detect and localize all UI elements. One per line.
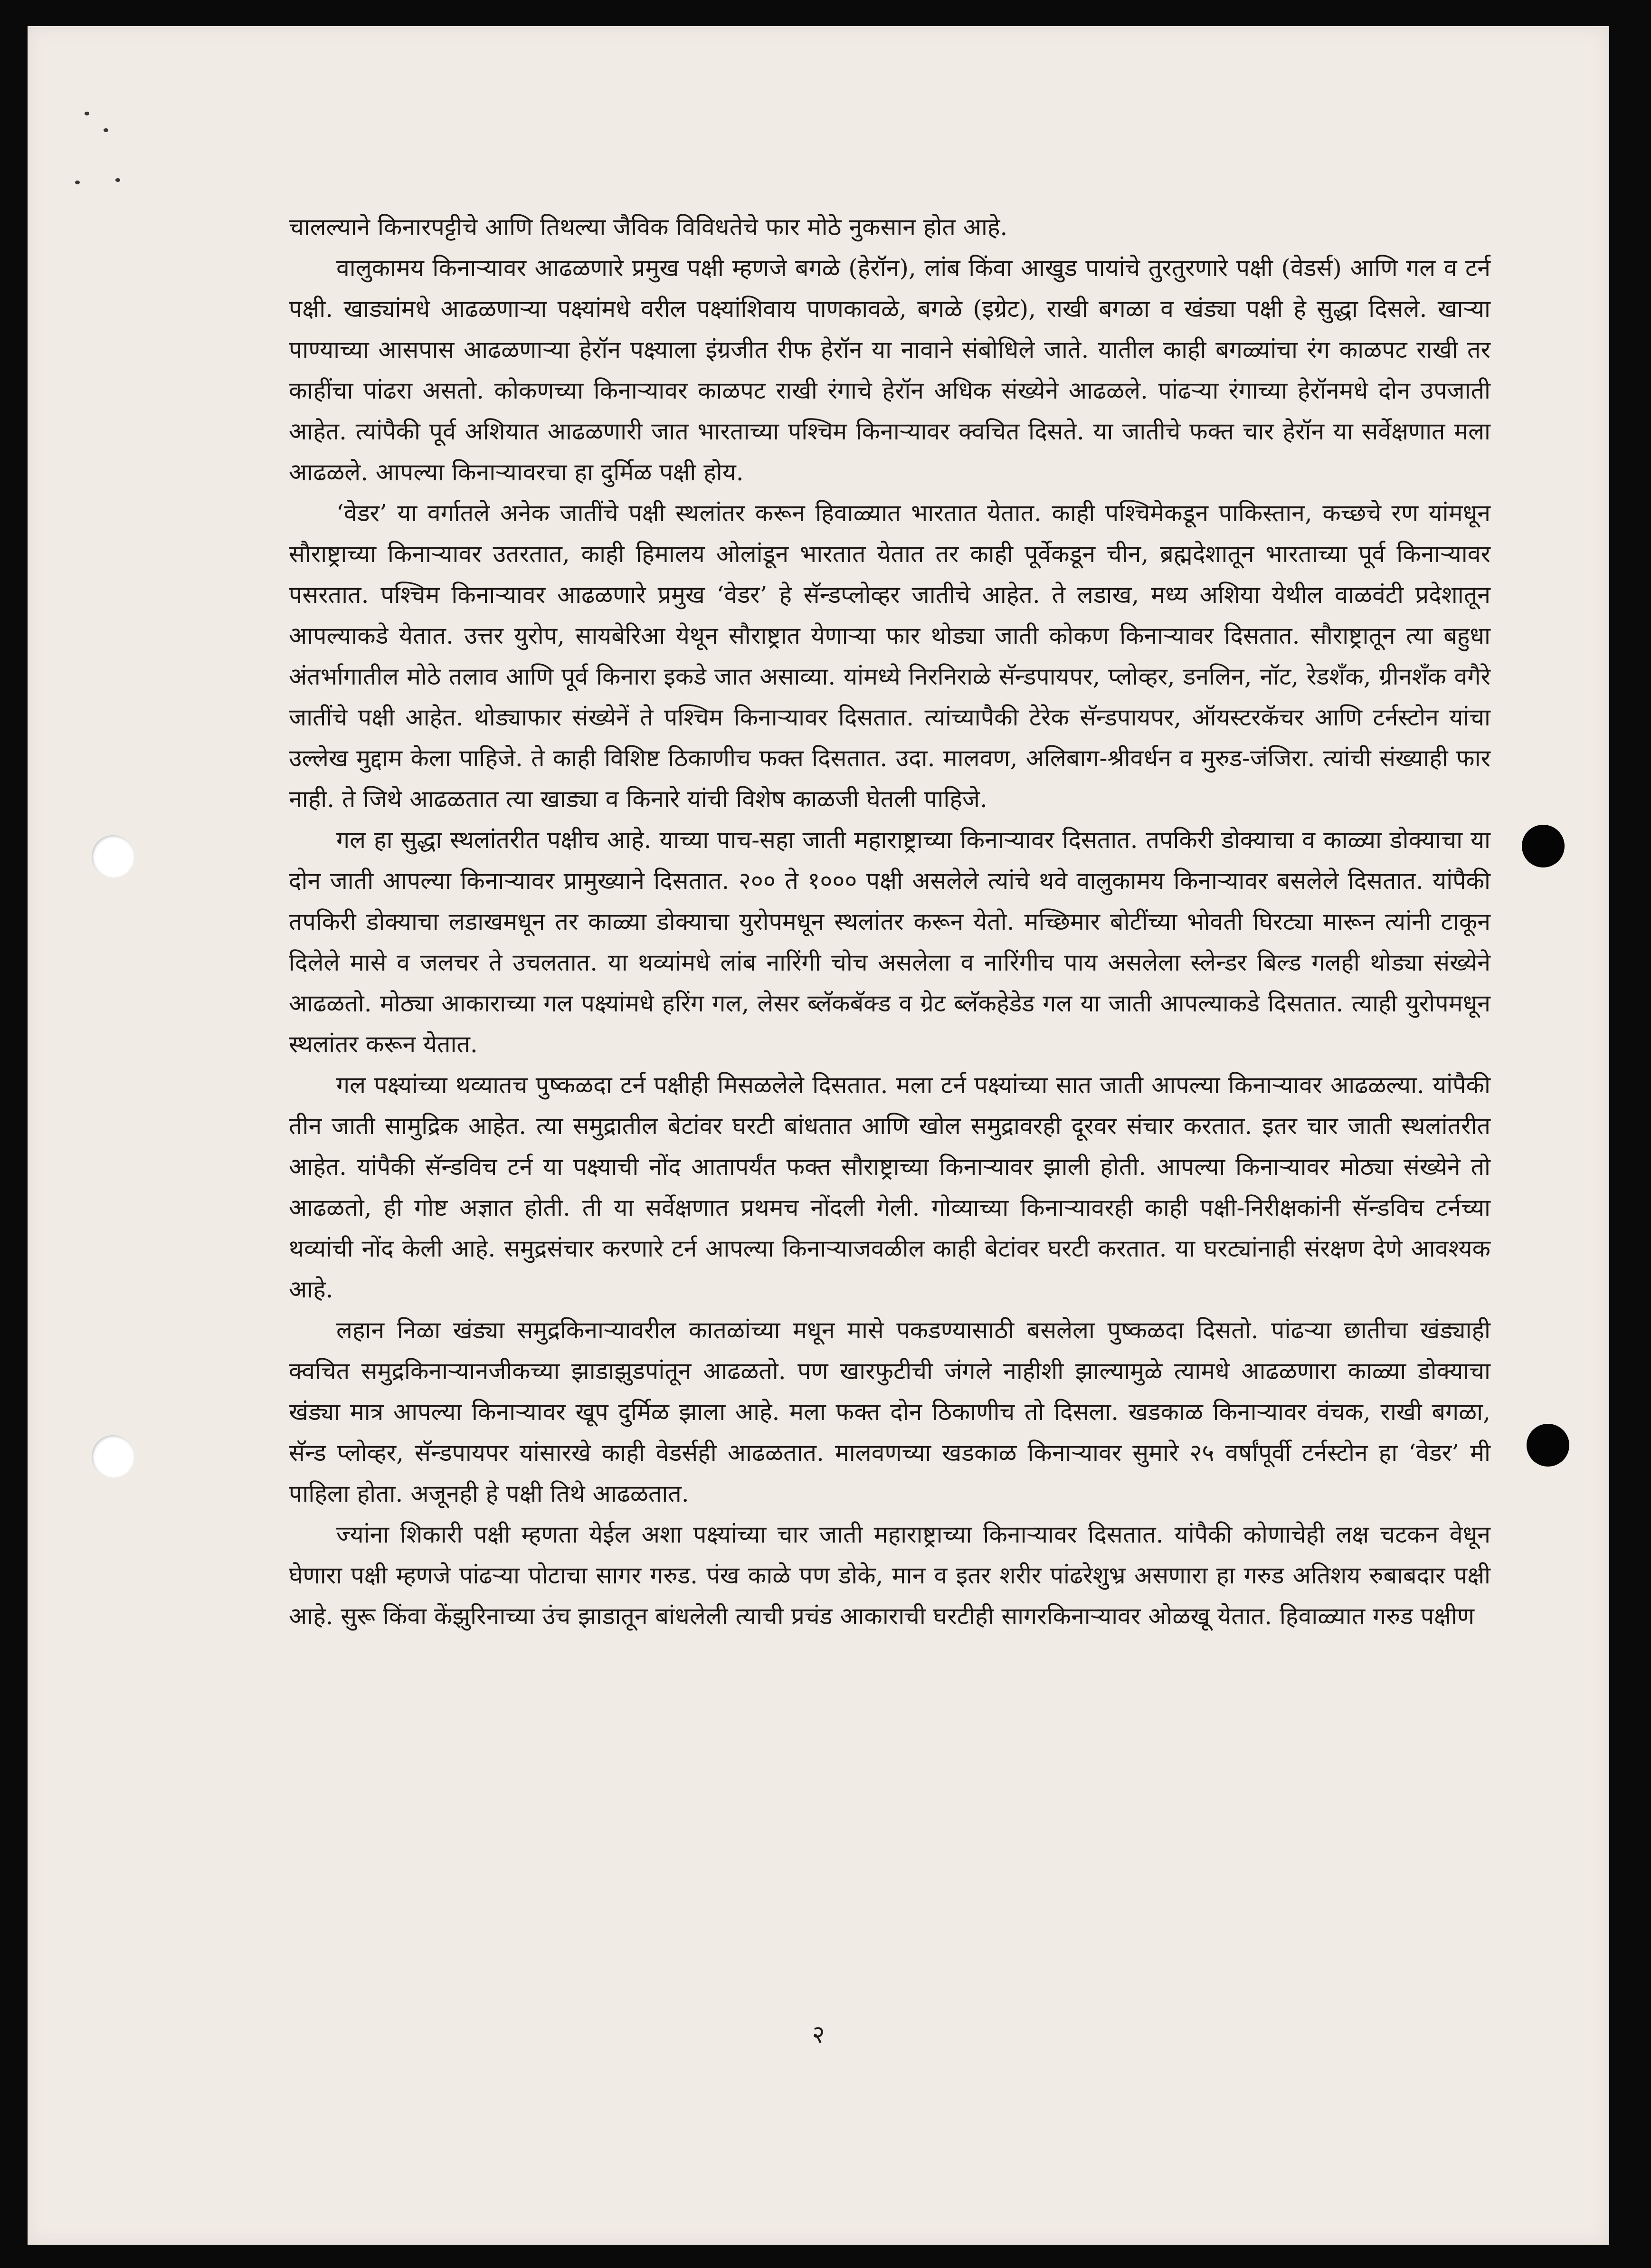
paragraph: ज्यांना शिकारी पक्षी म्हणता येईल अशा पक्ष्यांच्या चार जाती महाराष्ट्राच्या किनाऱ्यावर दिसतात. यांपैकी कोणाचेही लक्ष चटकन वेधून घेणारा पक्षी म्हणजे पांढऱ्या पोटाचा सागर गरुड. पंख काळे पण डोके, मान व इतर शरीर पांढरेशुभ्र असणारा हा गरुड अतिशय रुबाबदार पक्षी आहे. सुरू किंवा केंझुरिनाच्या उंच झाडातून बांधलेली त्याची प्रचंड आकाराची घरटीही सागरकिनाऱ्यावर ओळखू येतात. हिवाळ्यात गरुड पक्षीण [289, 1521, 1490, 1630]
punch-hole [1522, 825, 1565, 867]
paragraph: लहान निळा खंड्या समुद्रकिनाऱ्यावरील कातळांच्या मधून मासे पकडण्यासाठी बसलेला पुष्कळदा दिसतो. पांढऱ्या छातीचा खंड्याही क्वचित समुद्रकिनाऱ्यानजीकच्या झाडाझुडपांतून आढळतो. पण खारफुटीची जंगले नाहीशी झाल्यामुळे त्यामधे आढळणारा काळ्या डोक्याचा खंड्या मात्र आपल्या किनाऱ्यावर खूप दुर्मिळ झाला आहे. मला फक्त दोन ठिकाणीच तो दिसला. खडकाळ किनाऱ्यावर वंचक, राखी बगळा, सॅन्ड प्लोव्हर, सॅन्डपायपर यांसारखे काही वेडर्सही आढळतात. मालवणच्या खडकाळ किनाऱ्यावर सुमारे २५ वर्षांपूर्वी टर्नस्टोन हा ‘वेडर’ मी पाहिला होता. अजूनही हे पक्षी तिथे आढळतात. [289, 1316, 1490, 1507]
paper-speck [75, 181, 80, 184]
punch-hole [92, 835, 134, 878]
punch-hole [92, 1435, 134, 1478]
paper-speck [104, 128, 108, 132]
paragraph: गल पक्ष्यांच्या थव्यातच पुष्कळदा टर्न पक्षीही मिसळलेले दिसतात. मला टर्न पक्ष्यांच्या सात जाती आपल्या किनाऱ्यावर आढळल्या. यांपैकी तीन जाती सामुद्रिक आहेत. त्या समुद्रातील बेटांवर घरटी बांधतात आणि खोल समुद्रावरही दूरवर संचार करतात. इतर चार जाती स्थलांतरीत आहेत. यांपैकी सॅन्डविच टर्न या पक्ष्याची नोंद आतापर्यंत फक्त सौराष्ट्राच्या किनाऱ्यावर झाली होती. आपल्या किनाऱ्यावर मोठ्या संख्येने तो आढळतो, ही गोष्ट अज्ञात होती. ती या सर्वेक्षणात प्रथमच नोंदली गेली. गोव्याच्या किनाऱ्यावरही काही पक्षी-निरीक्षकांनी सॅन्डविच टर्नच्या थव्यांची नोंद केली आहे. समुद्रसंचार करणारे टर्न आपल्या किनाऱ्याजवळील काही बेटांवर घरटी करतात. या घरट्यांनाही संरक्षण देणे आवश्यक आहे. [289, 1071, 1490, 1303]
paragraph: ‘वेडर’ या वर्गातले अनेक जातींचे पक्षी स्थलांतर करून हिवाळ्यात भारतात येतात. काही पश्चिमेकडून पाकिस्तान, कच्छचे रण यांमधून सौराष्ट्राच्या किनाऱ्यावर उतरतात, काही हिमालय ओलांडून भारतात येतात तर काही पूर्वेकडून चीन, ब्रह्मदेशातून भारताच्या पूर्व किनाऱ्यावर पसरतात. पश्चिम किनाऱ्यावर आढळणारे प्रमुख ‘वेडर’ हे सॅन्डप्लोव्हर जातीचे आहेत. ते लडाख, मध्य अशिया येथील वाळवंटी प्रदेशातून आपल्याकडे येतात. उत्तर युरोप, सायबेरिआ येथून सौराष्ट्रात येणाऱ्या फार थोड्या जाती कोकण किनाऱ्यावर दिसतात. सौराष्ट्रातून त्या बहुधा अंतर्भागातील मोठे तलाव आणि पूर्व किनारा इकडे जात असाव्या. यांमध्ये निरनिराळे सॅन्डपायपर, प्लोव्हर, डनलिन, नॉट, रेडशँक, ग्रीनशँक वगैरे जातींचे पक्षी आहेत. थोड्याफार संख्येनें ते पश्चिम किनाऱ्यावर दिसतात. त्यांच्यापैकी टेरेक सॅन्डपायपर, ऑयस्टरकॅचर आणि टर्नस्टोन यांचा उल्लेख मुद्दाम केला पाहिजे. ते काही विशिष्ट ठिकाणीच फक्त दिसतात. उदा. मालवण, अलिबाग-श्रीवर्धन व मुरुड-जंजिरा. त्यांची संख्याही फार नाही. ते जिथे आढळतात त्या खाड्या व किनारे यांची विशेष काळजी घेतली पाहिजे. [289, 499, 1490, 813]
punch-hole [1527, 1424, 1569, 1467]
paper-speck [115, 178, 120, 182]
document-page [28, 26, 1609, 2245]
page-number: २ [812, 2020, 825, 2049]
paragraph: चालल्याने किनारपट्टीचे आणि तिथल्या जैविक विविधतेचे फार मोठे नुकसान होत आहे. [289, 213, 1008, 241]
paper-speck [85, 112, 89, 115]
body-text [289, 207, 1490, 1637]
paragraph: वालुकामय किनाऱ्यावर आढळणारे प्रमुख पक्षी म्हणजे बगळे (हेरॉन), लांब किंवा आखुड पायांचे तुरतुरणारे पक्षी (वेडर्स) आणि गल व टर्न पक्षी. खाड्यांमधे आढळणाऱ्या पक्ष्यांमधे वरील पक्ष्यांशिवाय पाणकावळे, बगळे (इग्रेट), राखी बगळा व खंड्या पक्षी हे सुद्धा दिसले. खाऱ्या पाण्याच्या आसपास आढळणाऱ्या हेरॉन पक्ष्याला इंग्रजीत रीफ हेरॉन या नावाने संबोधिले जाते. यातील काही बगळ्यांचा रंग काळपट राखी तर काहींचा पांढरा असतो. कोकणच्या किनाऱ्यावर काळपट राखी रंगाचे हेरॉन अधिक संख्येने आढळले. पांढऱ्या रंगाच्या हेरॉनमधे दोन उपजाती आहेत. त्यांपैकी पूर्व अशियात आढळणारी जात भारताच्या पश्चिम किनाऱ्यावर क्वचित दिसते. या जातीचे फक्त चार हेरॉन या सर्वेक्षणात मला आढळले. आपल्या किनाऱ्यावरचा हा दुर्मिळ पक्षी होय. [289, 254, 1490, 486]
paragraph: गल हा सुद्धा स्थलांतरीत पक्षीच आहे. याच्या पाच-सहा जाती महाराष्ट्राच्या किनाऱ्यावर दिसतात. तपकिरी डोक्याचा व काळ्या डोक्याचा या दोन जाती आपल्या किनाऱ्यावर प्रामुख्याने दिसतात. २०० ते १००० पक्षी असलेले त्यांचे थवे वालुकामय किनाऱ्यावर बसलेले दिसतात. यांपैकी तपकिरी डोक्याचा लडाखमधून तर काळ्या डोक्याचा युरोपमधून स्थलांतर करून येतो. मच्छिमार बोटींच्या भोवती घिरट्या मारून त्यांनी टाकून दिलेले मासे व जलचर ते उचलतात. या थव्यांमधे लांब नारिंगी चोच असलेला व नारिंगीच पाय असलेला स्लेन्डर बिल्ड गलही थोड्या संख्येने आढळतो. मोठ्या आकाराच्या गल पक्ष्यांमधे हरिंग गल, लेसर ब्लॅकबॅक्ड व ग्रेट ब्लॅकहेडेड गल या जाती आपल्याकडे दिसतात. त्याही युरोपमधून स्थलांतर करून येतात. [289, 826, 1490, 1058]
